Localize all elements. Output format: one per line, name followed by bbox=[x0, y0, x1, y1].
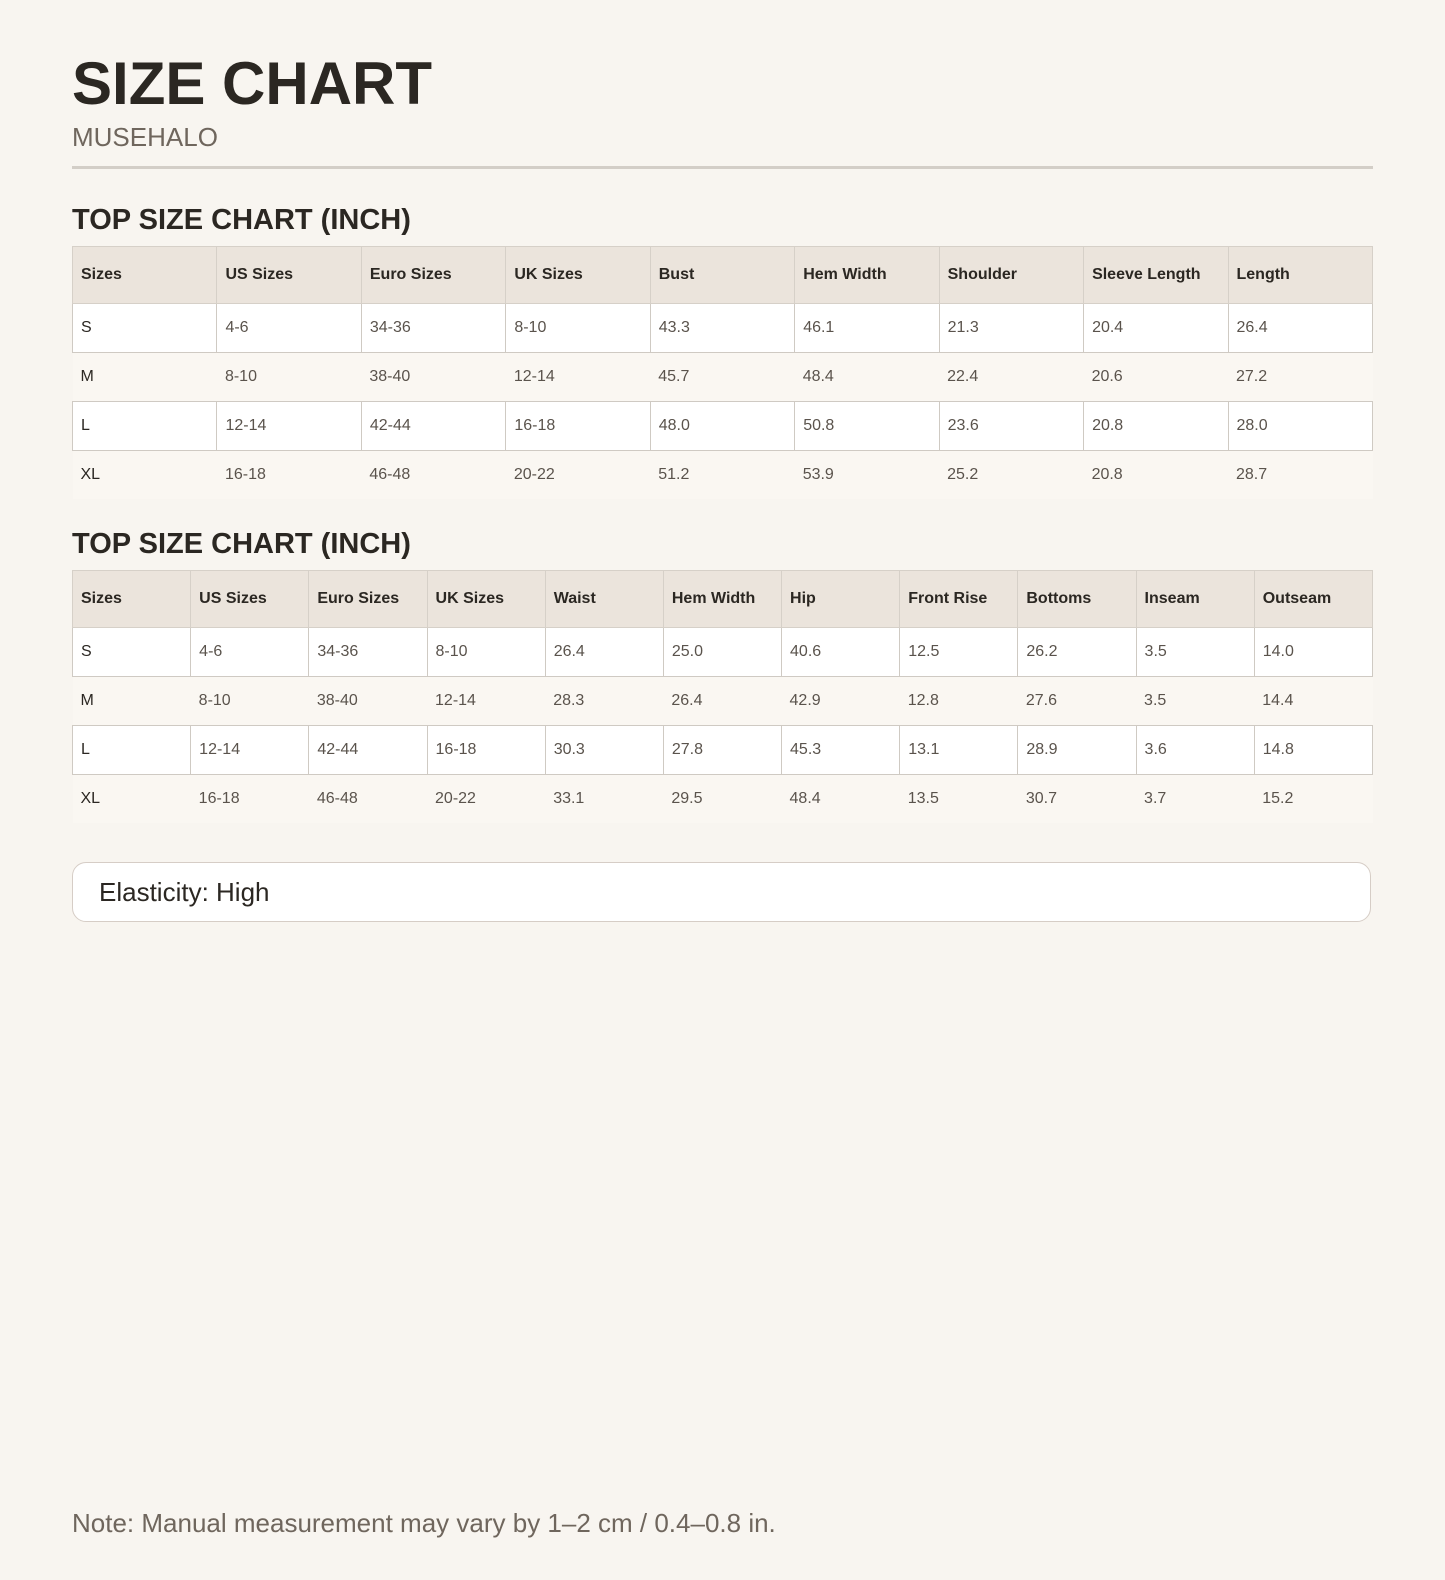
elasticity-box bbox=[72, 862, 1371, 922]
column-header: Inseam bbox=[1136, 571, 1254, 628]
table-cell: 28.0 bbox=[1228, 402, 1373, 451]
table-cell: 3.6 bbox=[1136, 726, 1254, 775]
table-cell: 13.1 bbox=[900, 726, 1018, 775]
column-header: Front Rise bbox=[900, 571, 1018, 628]
table-cell: 26.4 bbox=[545, 628, 663, 677]
table-cell: 38-40 bbox=[309, 677, 427, 726]
table-cell: 27.2 bbox=[1228, 353, 1373, 402]
table-cell: 20.4 bbox=[1084, 304, 1228, 353]
header-divider bbox=[72, 166, 1373, 169]
section-title: TOP SIZE CHART (INCH) bbox=[72, 528, 411, 560]
table-cell: 45.3 bbox=[782, 726, 900, 775]
column-header: US Sizes bbox=[217, 247, 361, 304]
table-cell: 34-36 bbox=[309, 628, 427, 677]
table-cell: 12.8 bbox=[900, 677, 1018, 726]
table-cell: 26.2 bbox=[1018, 628, 1136, 677]
table-header-row bbox=[73, 247, 1373, 304]
table-cell: 3.5 bbox=[1136, 628, 1254, 677]
table-cell: 38-40 bbox=[361, 353, 505, 402]
bottom-size-section bbox=[72, 530, 1373, 823]
table-cell: 48.4 bbox=[782, 775, 900, 824]
table-cell: 8-10 bbox=[427, 628, 545, 677]
table-cell: 12-14 bbox=[217, 402, 361, 451]
table-cell: 15.2 bbox=[1254, 775, 1372, 824]
column-header: Length bbox=[1228, 247, 1373, 304]
table-cell: 27.6 bbox=[1018, 677, 1136, 726]
table-cell: 12.5 bbox=[900, 628, 1018, 677]
table-cell: 23.6 bbox=[939, 402, 1083, 451]
table-cell: 42.9 bbox=[782, 677, 900, 726]
table-cell: 26.4 bbox=[1228, 304, 1373, 353]
table-cell: 28.9 bbox=[1018, 726, 1136, 775]
table-cell: 34-36 bbox=[361, 304, 505, 353]
column-header: Bottoms bbox=[1018, 571, 1136, 628]
table-row bbox=[73, 353, 1373, 402]
table-cell: 46-48 bbox=[309, 775, 427, 824]
table-row bbox=[73, 304, 1373, 353]
table-cell: 25.0 bbox=[663, 628, 781, 677]
table-cell: 14.4 bbox=[1254, 677, 1372, 726]
size-label-cell: L bbox=[73, 726, 191, 775]
table-cell: 16-18 bbox=[217, 451, 361, 500]
column-header: UK Sizes bbox=[506, 247, 650, 304]
table-cell: 12-14 bbox=[427, 677, 545, 726]
table-cell: 30.3 bbox=[545, 726, 663, 775]
table-cell: 46-48 bbox=[361, 451, 505, 500]
size-label-cell: XL bbox=[73, 451, 217, 500]
table-cell: 12-14 bbox=[506, 353, 650, 402]
column-header: Outseam bbox=[1254, 571, 1372, 628]
size-label-cell: L bbox=[73, 402, 217, 451]
size-label-cell: XL bbox=[73, 775, 191, 824]
table-cell: 4-6 bbox=[217, 304, 361, 353]
column-header: Hem Width bbox=[795, 247, 939, 304]
table-row bbox=[73, 775, 1373, 824]
table-cell: 3.7 bbox=[1136, 775, 1254, 824]
column-header: Euro Sizes bbox=[361, 247, 505, 304]
top-size-section bbox=[72, 206, 1373, 499]
table-header-row bbox=[73, 571, 1373, 628]
table-row bbox=[73, 677, 1373, 726]
table-row bbox=[73, 726, 1373, 775]
size-label-cell: S bbox=[73, 628, 191, 677]
table-cell: 21.3 bbox=[939, 304, 1083, 353]
table-cell: 8-10 bbox=[217, 353, 361, 402]
table-cell: 51.2 bbox=[650, 451, 794, 500]
column-header: Bust bbox=[650, 247, 794, 304]
elasticity-label: Elasticity: High bbox=[99, 877, 270, 907]
table-cell: 25.2 bbox=[939, 451, 1083, 500]
table-row bbox=[73, 628, 1373, 677]
table-cell: 20-22 bbox=[427, 775, 545, 824]
table-cell: 29.5 bbox=[663, 775, 781, 824]
table-cell: 50.8 bbox=[795, 402, 939, 451]
size-label-cell: M bbox=[73, 677, 191, 726]
table-cell: 40.6 bbox=[782, 628, 900, 677]
column-header: US Sizes bbox=[191, 571, 309, 628]
column-header: Sizes bbox=[73, 247, 217, 304]
table-cell: 22.4 bbox=[939, 353, 1083, 402]
table-cell: 48.4 bbox=[795, 353, 939, 402]
brand-name: MUSEHALO bbox=[72, 122, 218, 152]
measurement-note: Note: Manual measurement may vary by 1–2 cm / 0.4–0.8 in. bbox=[72, 1508, 776, 1538]
table-cell: 33.1 bbox=[545, 775, 663, 824]
table-cell: 42-44 bbox=[309, 726, 427, 775]
column-header: Hip bbox=[782, 571, 900, 628]
table-cell: 8-10 bbox=[191, 677, 309, 726]
table-cell: 26.4 bbox=[663, 677, 781, 726]
column-header: Euro Sizes bbox=[309, 571, 427, 628]
table-cell: 14.0 bbox=[1254, 628, 1372, 677]
table-cell: 12-14 bbox=[191, 726, 309, 775]
table-cell: 14.8 bbox=[1254, 726, 1372, 775]
table-cell: 43.3 bbox=[650, 304, 794, 353]
column-header: UK Sizes bbox=[427, 571, 545, 628]
size-label-cell: M bbox=[73, 353, 217, 402]
table-row bbox=[73, 451, 1373, 500]
table-cell: 48.0 bbox=[650, 402, 794, 451]
table-cell: 27.8 bbox=[663, 726, 781, 775]
table-cell: 3.5 bbox=[1136, 677, 1254, 726]
table-cell: 42-44 bbox=[361, 402, 505, 451]
table-cell: 13.5 bbox=[900, 775, 1018, 824]
column-header: Waist bbox=[545, 571, 663, 628]
top-size-table bbox=[72, 246, 1373, 499]
column-header: Sizes bbox=[73, 571, 191, 628]
table-cell: 46.1 bbox=[795, 304, 939, 353]
table-cell: 53.9 bbox=[795, 451, 939, 500]
column-header: Sleeve Length bbox=[1084, 247, 1228, 304]
column-header: Hem Width bbox=[663, 571, 781, 628]
table-cell: 20.6 bbox=[1084, 353, 1228, 402]
size-label-cell: S bbox=[73, 304, 217, 353]
table-cell: 28.3 bbox=[545, 677, 663, 726]
table-row bbox=[73, 402, 1373, 451]
table-cell: 20.8 bbox=[1084, 402, 1228, 451]
table-cell: 45.7 bbox=[650, 353, 794, 402]
column-header: Shoulder bbox=[939, 247, 1083, 304]
page-title: SIZE CHART bbox=[72, 50, 432, 117]
table-cell: 4-6 bbox=[191, 628, 309, 677]
table-cell: 8-10 bbox=[506, 304, 650, 353]
section-title: TOP SIZE CHART (INCH) bbox=[72, 204, 411, 236]
table-cell: 20.8 bbox=[1084, 451, 1228, 500]
table-cell: 28.7 bbox=[1228, 451, 1373, 500]
table-cell: 16-18 bbox=[427, 726, 545, 775]
bottom-size-table bbox=[72, 570, 1373, 823]
table-cell: 30.7 bbox=[1018, 775, 1136, 824]
table-cell: 16-18 bbox=[506, 402, 650, 451]
table-cell: 20-22 bbox=[506, 451, 650, 500]
table-cell: 16-18 bbox=[191, 775, 309, 824]
